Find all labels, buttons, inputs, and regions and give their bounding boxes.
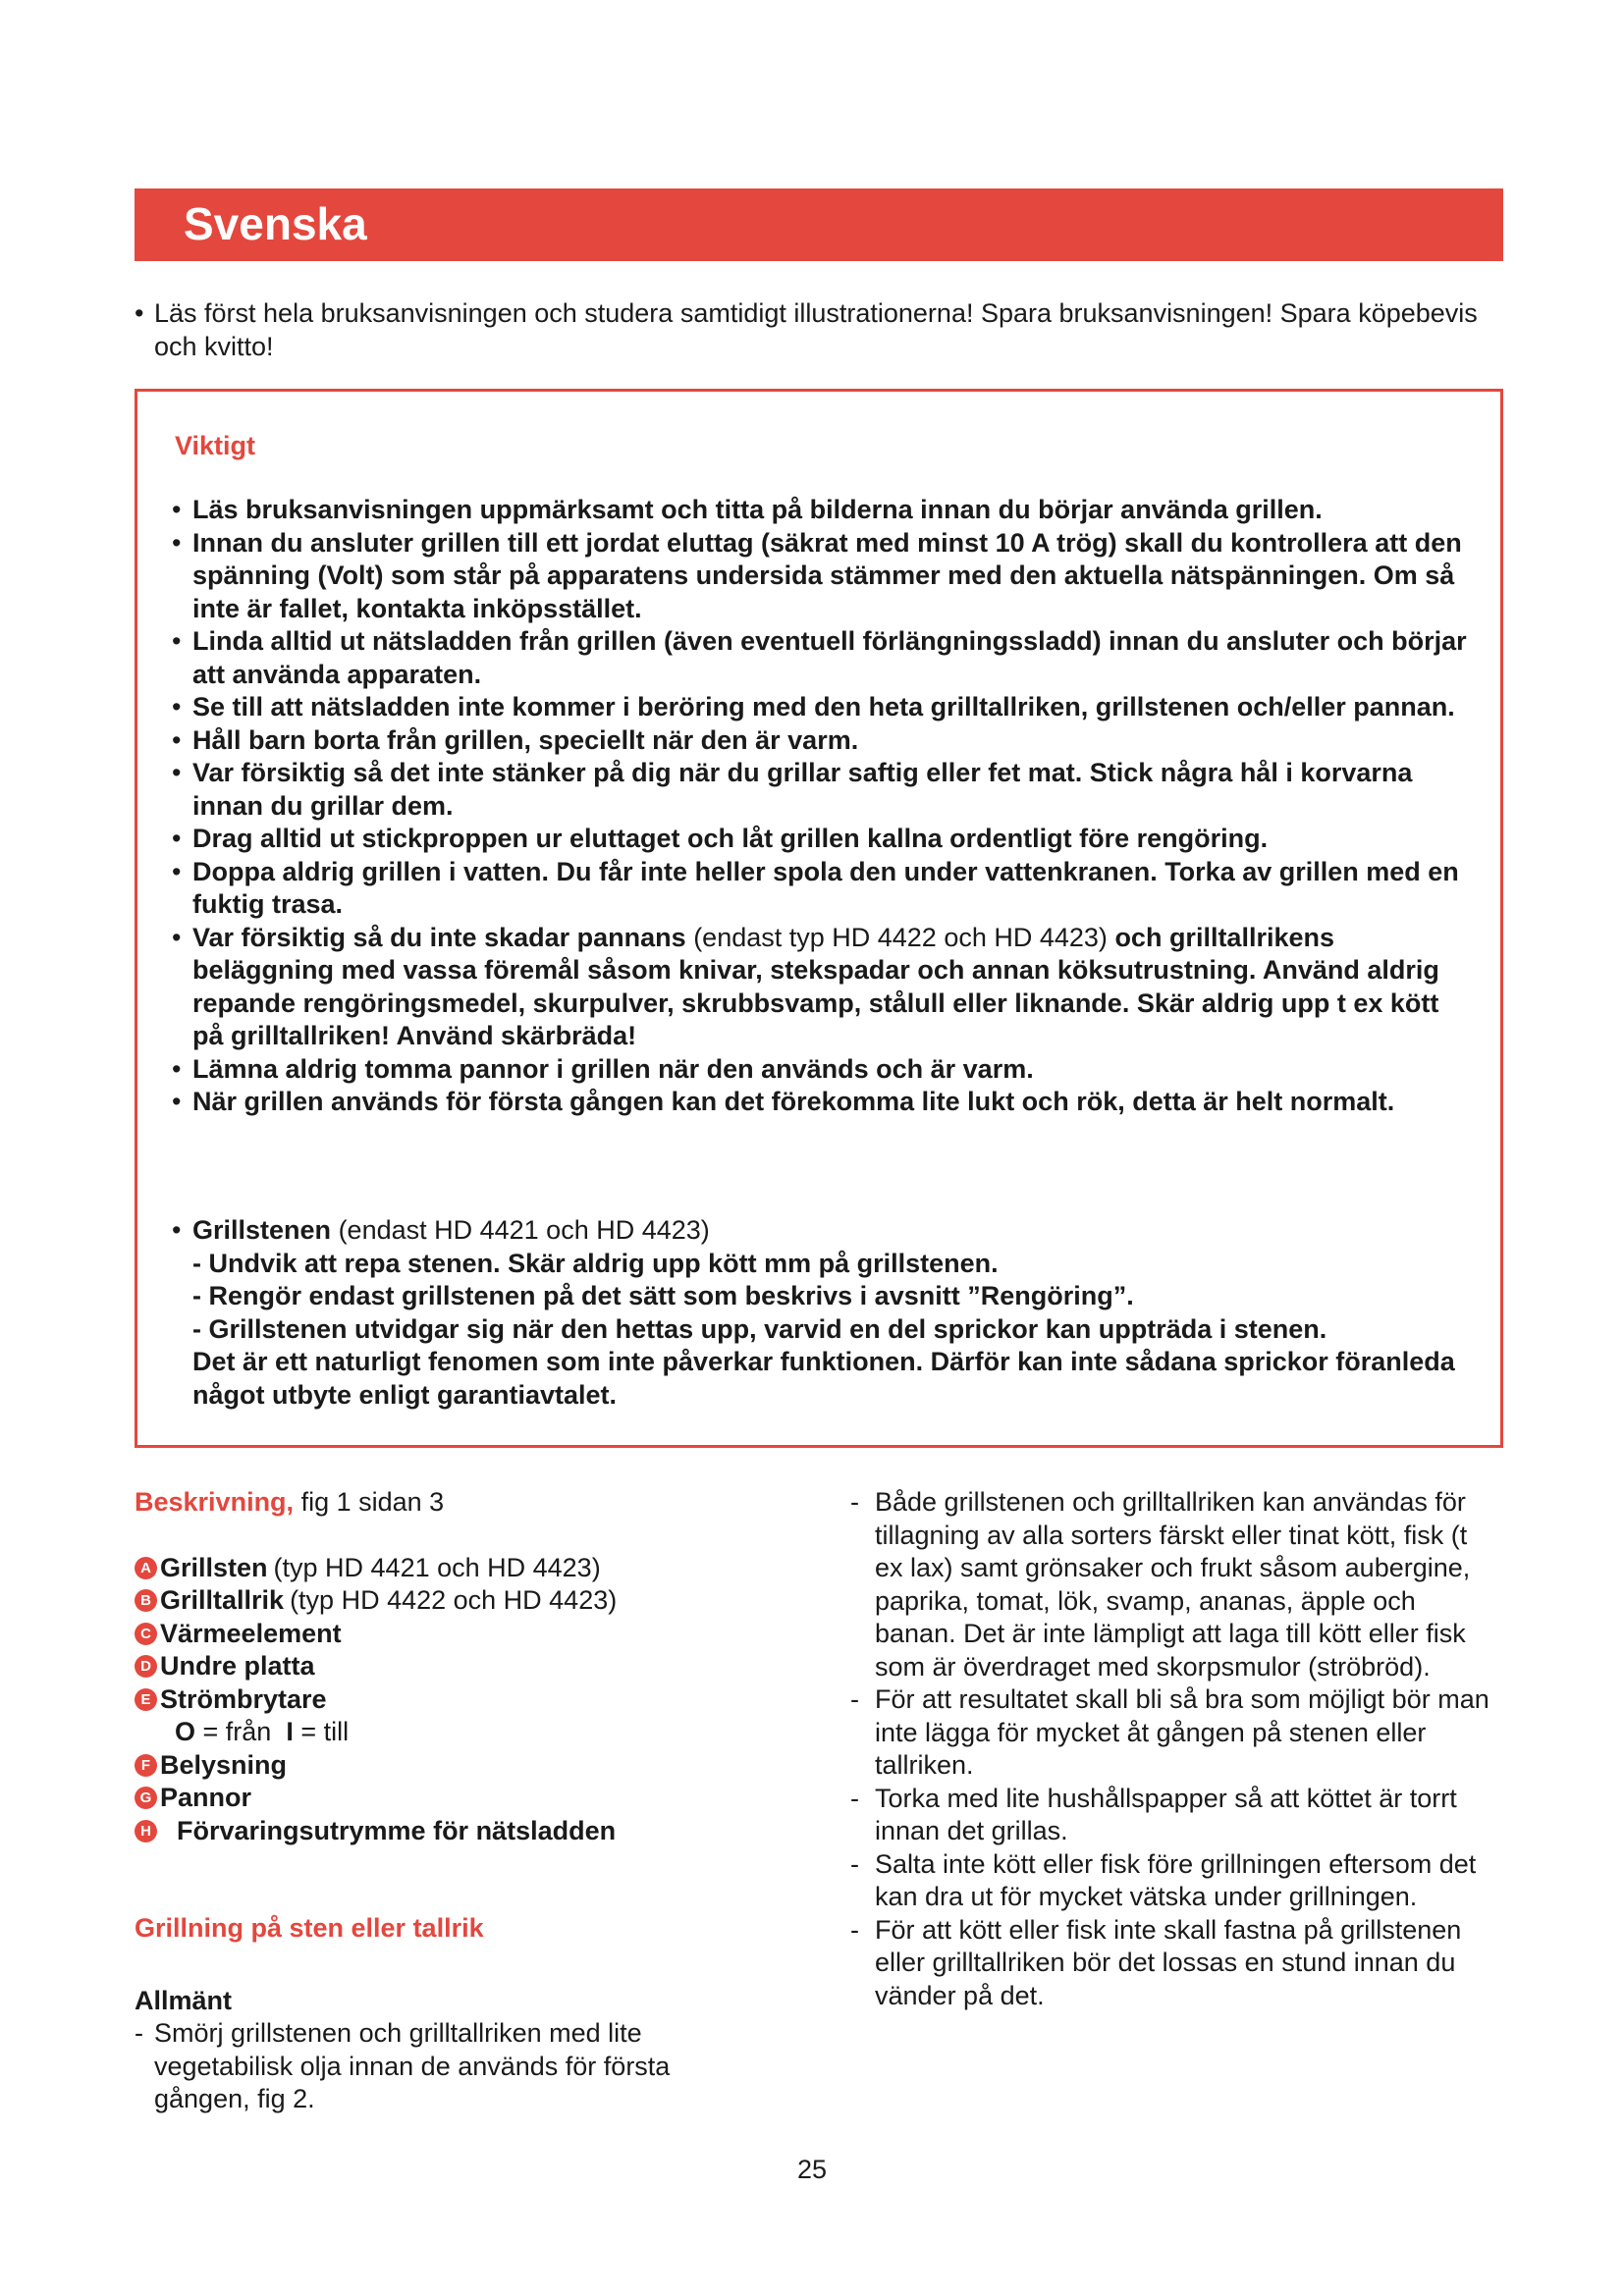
- list-item: • Doppa aldrig grillen i vatten. Du får inte heller spola den under vattenkranen. Torka av grillen med en fuktig trasa.: [172, 856, 1468, 922]
- stone-sub-item: - Grillstenen utvidgar sig när den hettas upp, varvid en del sprickor kan uppträda i stenen.: [192, 1313, 1327, 1344]
- language-header-banner: [135, 188, 1503, 261]
- intro-paragraph: [135, 296, 1489, 363]
- stone-section: [172, 1214, 1468, 1412]
- switch-on-label: = till: [300, 1717, 350, 1746]
- legend-row: [135, 1650, 763, 1683]
- letter-h-badge-icon: H: [135, 1820, 157, 1842]
- legend-row: [135, 1552, 763, 1585]
- right-column: [850, 1486, 1498, 2012]
- important-box: [135, 389, 1503, 1448]
- list-item: • Var försiktig så det inte stänker på dig när du grillar saftig eller fet mat. Stick några hål i korvarna innan du grillar dem.: [172, 757, 1468, 823]
- letter-d-badge-icon: D: [135, 1655, 157, 1678]
- legend-row: [135, 1618, 763, 1651]
- legend-label: Grilltallrik: [160, 1585, 285, 1615]
- switch-positions: [135, 1716, 763, 1749]
- legend-label: Strömbrytare: [160, 1683, 327, 1714]
- list-item: • Håll barn borta från grillen, speciellt när den är varm.: [172, 724, 1468, 758]
- general-title: Allmänt: [135, 1985, 233, 2015]
- page-number: 25: [796, 2155, 828, 2184]
- legend-row: [135, 1584, 763, 1618]
- list-item: - För att resultatet skall bli så bra som möjligt bör man inte lägga för mycket åt gången på stenen eller tallriken.: [850, 1683, 1498, 1783]
- description-heading: [135, 1486, 763, 1520]
- legend-label: Belysning: [160, 1749, 288, 1780]
- list-item: - Både grillstenen och grilltallriken kan användas för tillagning av alla sorters färskt eller tinat kött, fisk (t ex lax) samt grönsaker och frukt såsom aubergine, paprika, tomat, lök, svamp, ananas, äpple och banan. Det är inte lämpligt att laga till kött eller fisk som är överdraget med skorpsmulor (ströbröd).: [850, 1486, 1498, 1683]
- list-item: • Lämna aldrig tomma pannor i grillen när den används och är varm.: [172, 1053, 1468, 1087]
- important-title: Viktigt: [175, 431, 256, 460]
- legend-row: [135, 1815, 763, 1848]
- list-item: - Smörj grillstenen och grilltallriken med lite vegetabilisk olja innan de används för första gången, fig 2.: [135, 2017, 763, 2116]
- grilling-title: Grillning på sten eller tallrik: [135, 1913, 484, 1943]
- stone-note: (endast HD 4421 och HD 4423): [338, 1215, 710, 1245]
- list-item-pan-warning: [172, 922, 1468, 1053]
- list-item: - Salta inte kött eller fisk före grillningen eftersom det kan dra ut för mycket vätska under grillningen.: [850, 1848, 1498, 1914]
- language-title: Svenska: [184, 198, 367, 249]
- legend-row: [135, 1782, 763, 1815]
- letter-a-badge-icon: A: [135, 1557, 157, 1579]
- legend-note: (typ HD 4421 och HD 4423): [273, 1552, 601, 1582]
- legend-label: Pannor: [160, 1783, 252, 1812]
- parts-legend: [135, 1552, 763, 1848]
- letter-b-badge-icon: B: [135, 1589, 157, 1612]
- list-item: • Se till att nätsladden inte kommer i beröring med den heta grilltallriken, grillstenen och/eller pannan.: [172, 691, 1468, 724]
- stone-sub-item: - Rengör endast grillstenen på det sätt som beskrivs i avsnitt ”Rengöring”.: [192, 1281, 1134, 1310]
- stone-heading: [172, 1214, 1468, 1248]
- list-item: • Linda alltid ut nätsladden från grillen (även eventuell förlängningssladd) innan du ansluter och börjar att använda apparaten.: [172, 625, 1468, 691]
- important-list: [172, 494, 1468, 1119]
- stone-title: Grillstenen: [192, 1215, 332, 1245]
- list-item: - För att kött eller fisk inte skall fastna på grillstenen eller grilltallriken bör det lossas en stund innan du vänder på det.: [850, 1914, 1498, 2013]
- legend-row: [135, 1749, 763, 1783]
- pan-warning-part3: och grilltallrikens beläggning med vassa föremål såsom knivar, stekspadar och annan köksutrustning. Använd aldrig repande rengöringsmedel, skurpulver, skrubbsvamp, stålull eller liknande. Skär aldrig upp t ex kött på grilltallriken! Använd skärbräda!: [192, 922, 1439, 1050]
- switch-off-key: O: [175, 1717, 196, 1746]
- legend-label: Grillsten: [160, 1552, 268, 1582]
- letter-g-badge-icon: G: [135, 1787, 157, 1809]
- description-ref: fig 1 sidan 3: [300, 1487, 445, 1517]
- legend-label: Undre platta: [160, 1651, 315, 1681]
- letter-c-badge-icon: C: [135, 1623, 157, 1645]
- list-item: - Torka med lite hushållspapper så att köttet är torrt innan det grillas.: [850, 1783, 1498, 1848]
- list-item: • Drag alltid ut stickproppen ur eluttaget och låt grillen kallna ordentligt före rengöring.: [172, 823, 1468, 856]
- intro-text: • Läs först hela bruksanvisningen och studera samtidigt illustrationerna! Spara bruksanvisningen! Spara köpebevis och kvitto!: [135, 296, 1489, 363]
- legend-label: Förvaringsutrymme för nätsladden: [177, 1815, 617, 1845]
- left-column: [135, 1486, 763, 2116]
- stone-sub-item: - Undvik att repa stenen. Skär aldrig upp kött mm på grillstenen.: [192, 1248, 999, 1278]
- letter-e-badge-icon: E: [135, 1688, 157, 1711]
- stone-sub-item-continued: Det är ett naturligt fenomen som inte påverkar funktionen. Därför kan inte sådana sprickor föranleda något utbyte enligt garantiavtalet.: [192, 1347, 1455, 1410]
- legend-row: [135, 1683, 763, 1717]
- switch-on-key: I: [286, 1717, 294, 1746]
- description-title: Beskrivning,: [135, 1487, 295, 1517]
- legend-label: Värmeelement: [160, 1618, 342, 1648]
- list-item: • När grillen används för första gången kan det förekomma lite lukt och rök, detta är helt normalt.: [172, 1086, 1468, 1119]
- pan-warning-part1: Var försiktig så du inte skadar pannans: [192, 922, 686, 952]
- switch-off-label: = från: [202, 1717, 272, 1746]
- letter-f-badge-icon: F: [135, 1754, 157, 1777]
- list-item: • Läs bruksanvisningen uppmärksamt och titta på bilderna innan du börjar använda grillen.: [172, 494, 1468, 527]
- pan-warning-part2: (endast typ HD 4422 och HD 4423): [693, 922, 1108, 952]
- list-item: • Innan du ansluter grillen till ett jordat eluttag (säkrat med minst 10 A trög) skall du kontrollera att den spänning (Volt) som står på apparatens undersida stämmer med den aktuella nätspänningen. Om så inte är fallet, kontakta inköpsstället.: [172, 527, 1468, 626]
- legend-note: (typ HD 4422 och HD 4423): [290, 1585, 618, 1615]
